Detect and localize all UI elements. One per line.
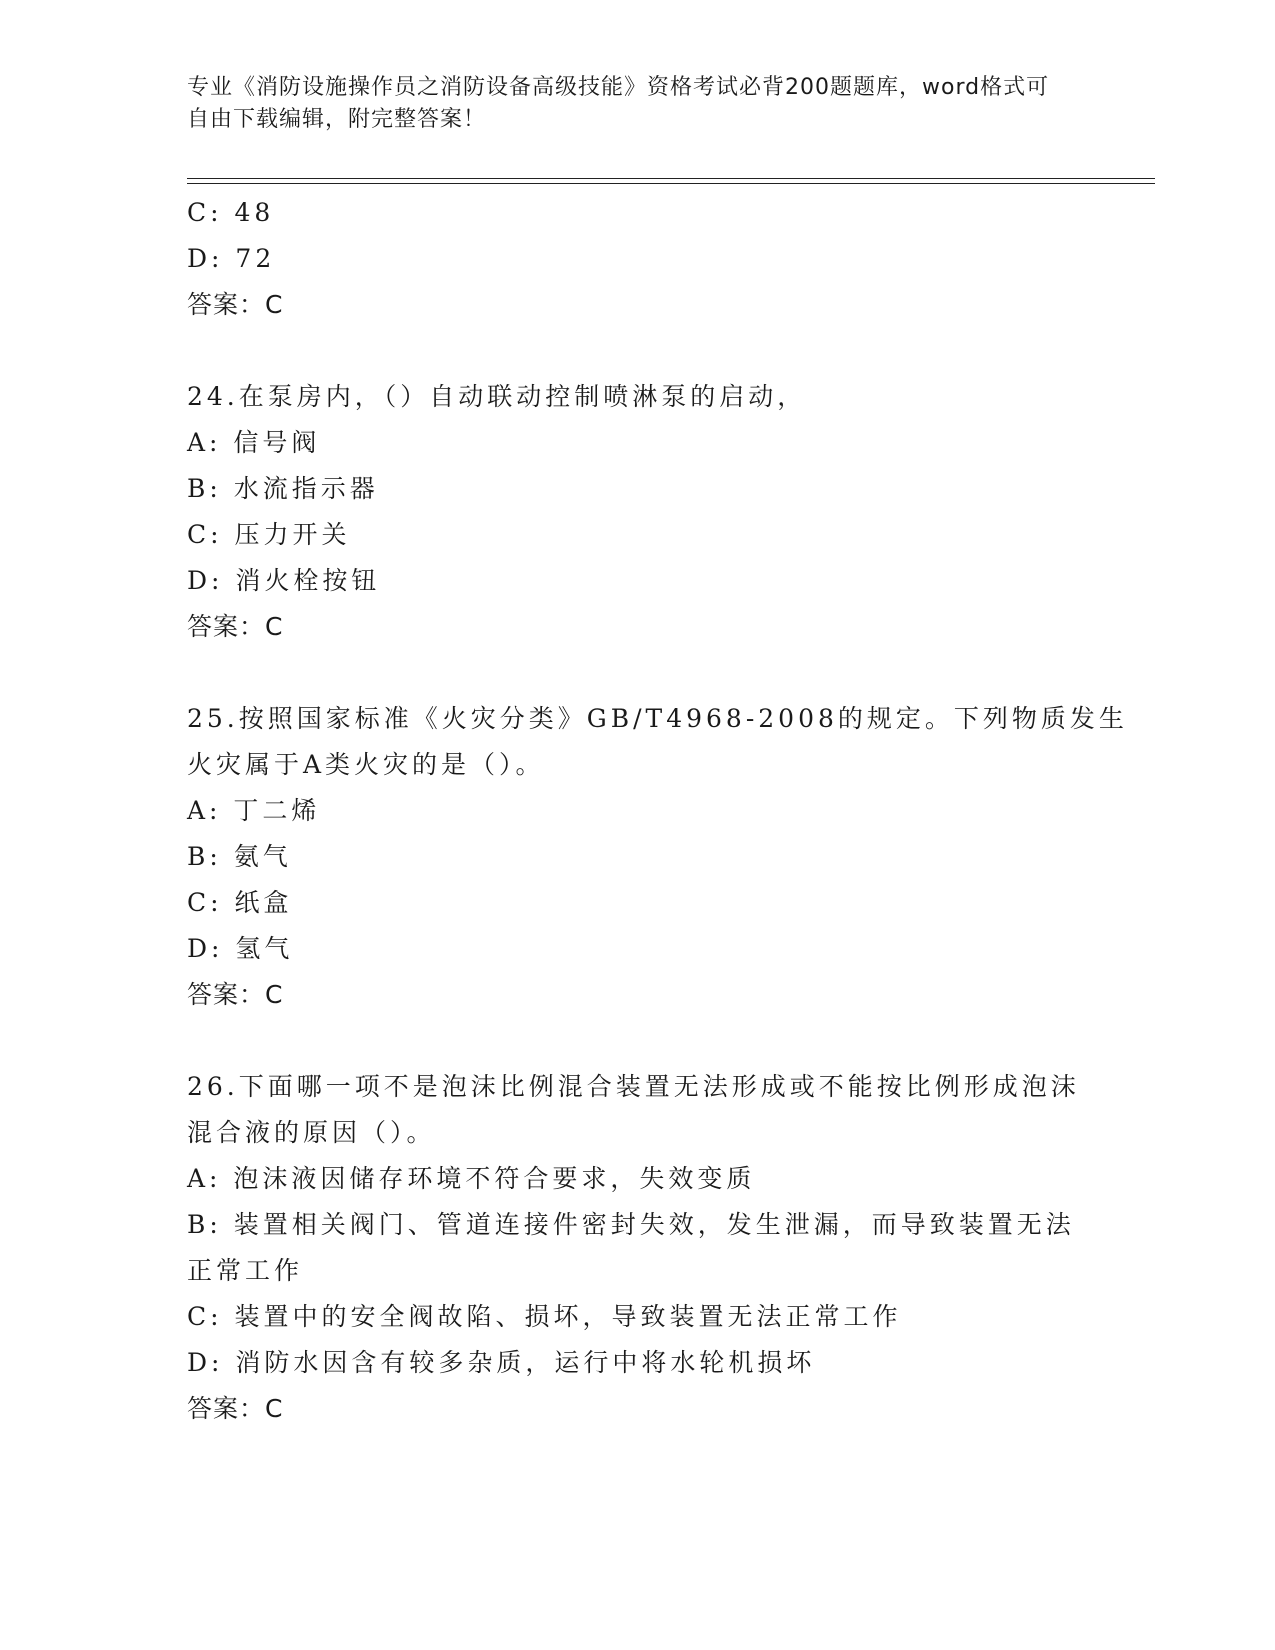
option-b: B: 水流指示器 [187,474,379,503]
question-26 [187,1064,1087,1432]
answer: 答案：C [187,612,284,641]
question-stem-line-2: 火灾属于A类火灾的是（）。 [187,750,545,779]
question-stem-line-1: 25.按照国家标准《火灾分类》GB/T4968-2008的规定。下列物质发生 [187,704,1128,733]
question-stem-line-1: 26.下面哪一项不是泡沫比例混合装置无法形成或不能按比例形成泡沫 [187,1072,1080,1101]
header-rule-bottom [187,183,1155,184]
option-b: B: 氨气 [187,842,292,871]
option-d: D: 消火栓按钮 [187,566,381,595]
option-a: A: 泡沫液因储存环境不符合要求，失效变质 [187,1164,756,1193]
answer: 答案：C [187,290,284,319]
header-rule-top [187,178,1155,179]
option-c: C: 装置中的安全阀故陷、损坏，导致装置无法正常工作 [187,1302,902,1331]
answer: 答案：C [187,1394,284,1423]
option-a: A: 丁二烯 [187,796,321,825]
answer: 答案：C [187,980,284,1009]
previous-question [187,190,1087,328]
option-d: D: 氢气 [187,934,294,963]
option-c: C: 压力开关 [187,520,351,549]
option-d: D: 消防水因含有较多杂质，运行中将水轮机损坏 [187,1348,816,1377]
question-25 [187,696,1128,1018]
document-header: 专业《消防设施操作员之消防设备高级技能》资格考试必背200题题库，word格式可自由下载编辑，附完整答案！ [187,75,1050,132]
question-stem-line-2: 混合液的原因（）。 [187,1118,436,1147]
question-24 [187,374,1087,650]
option-d: D: 72 [187,244,276,273]
option-a: A: 信号阀 [187,428,321,457]
option-b-continued: 正常工作 [187,1256,304,1285]
question-stem: 24.在泵房内，（）自动联动控制喷淋泵的启动， [187,382,807,411]
question-list [187,190,1128,1432]
option-c: C: 纸盒 [187,888,293,917]
option-b: B: 装置相关阀门、管道连接件密封失效，发生泄漏，而导致装置无法 [187,1210,1075,1239]
option-c: C: 48 [187,198,275,227]
